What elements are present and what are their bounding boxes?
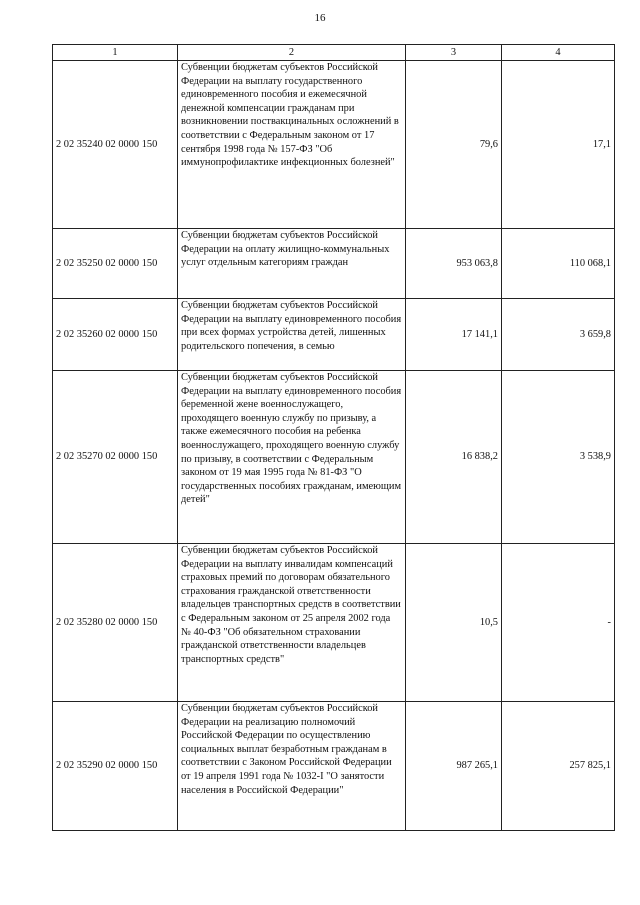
description: Субвенции бюджетам субъектов Российской Федерации на выплату инвалидам компенсаций страховых премий по договорам обязательного страхования гражданской ответственности владельцев транспортных средств в соответствии с Федеральным законом от 25 апреля 2002 года № 40-ФЗ "Об обязательном страховании гражданской ответственности владельцев транспортных средств" — [178, 544, 406, 702]
value-col-4: 17,1 — [502, 61, 615, 229]
value-col-3: 17 141,1 — [406, 299, 502, 371]
table-row — [53, 61, 615, 229]
table-body — [53, 61, 615, 831]
header-col-3: 3 — [406, 45, 502, 61]
description: Субвенции бюджетам субъектов Российской Федерации на выплату единовременного пособия при всех формах устройства детей, лишенных родительского попечения, в семью — [178, 299, 406, 371]
table-row — [53, 544, 615, 702]
budget-code: 2 02 35290 02 0000 150 — [53, 702, 178, 831]
table-row — [53, 299, 615, 371]
value-col-4: 110 068,1 — [502, 229, 615, 299]
description: Субвенции бюджетам субъектов Российской Федерации на реализацию полномочий Российской Федерации по осуществлению социальных выплат безработным гражданам в соответствии с Законом Российской Федерации от 19 апреля 1991 года № 1032-I "О занятости населения в Российской Федерации" — [178, 702, 406, 831]
value-col-3: 79,6 — [406, 61, 502, 229]
value-col-4: - — [502, 544, 615, 702]
budget-code: 2 02 35280 02 0000 150 — [53, 544, 178, 702]
page-number: 16 — [314, 12, 326, 24]
value-col-3: 16 838,2 — [406, 371, 502, 544]
budget-code: 2 02 35240 02 0000 150 — [53, 61, 178, 229]
value-col-4: 3 659,8 — [502, 299, 615, 371]
budget-code: 2 02 35260 02 0000 150 — [53, 299, 178, 371]
table-row — [53, 371, 615, 544]
description: Субвенции бюджетам субъектов Российской Федерации на выплату государственного единовременного пособия и ежемесячной денежной компенсации гражданам при возникновении поствакцинальных осложнений в соответствии с Федеральным законом от 17 сентября 1998 года № 157-ФЗ "Об иммунопрофилактике инфекционных болезней" — [178, 61, 406, 229]
header-col-2: 2 — [178, 45, 406, 61]
value-col-4: 257 825,1 — [502, 702, 615, 831]
table-row — [53, 229, 615, 299]
header-row — [53, 45, 615, 61]
header-col-1: 1 — [53, 45, 178, 61]
value-col-4: 3 538,9 — [502, 371, 615, 544]
value-col-3: 953 063,8 — [406, 229, 502, 299]
table-row — [53, 702, 615, 831]
value-col-3: 987 265,1 — [406, 702, 502, 831]
budget-code: 2 02 35270 02 0000 150 — [53, 371, 178, 544]
budget-code: 2 02 35250 02 0000 150 — [53, 229, 178, 299]
value-col-3: 10,5 — [406, 544, 502, 702]
budget-table — [52, 44, 615, 831]
description: Субвенции бюджетам субъектов Российской Федерации на оплату жилищно-коммунальных услуг отдельным категориям граждан — [178, 229, 406, 299]
header-col-4: 4 — [502, 45, 615, 61]
description: Субвенции бюджетам субъектов Российской Федерации на выплату единовременного пособия беременной жене военнослужащего, проходящего военную службу по призыву, а также ежемесячного пособия на ребенка военнослужащего, проходящего военную службу по призыву, в соответствии с Федеральным законом от 19 мая 1995 года № 81-ФЗ "О государственных пособиях гражданам, имеющим детей" — [178, 371, 406, 544]
table-header — [53, 45, 615, 61]
